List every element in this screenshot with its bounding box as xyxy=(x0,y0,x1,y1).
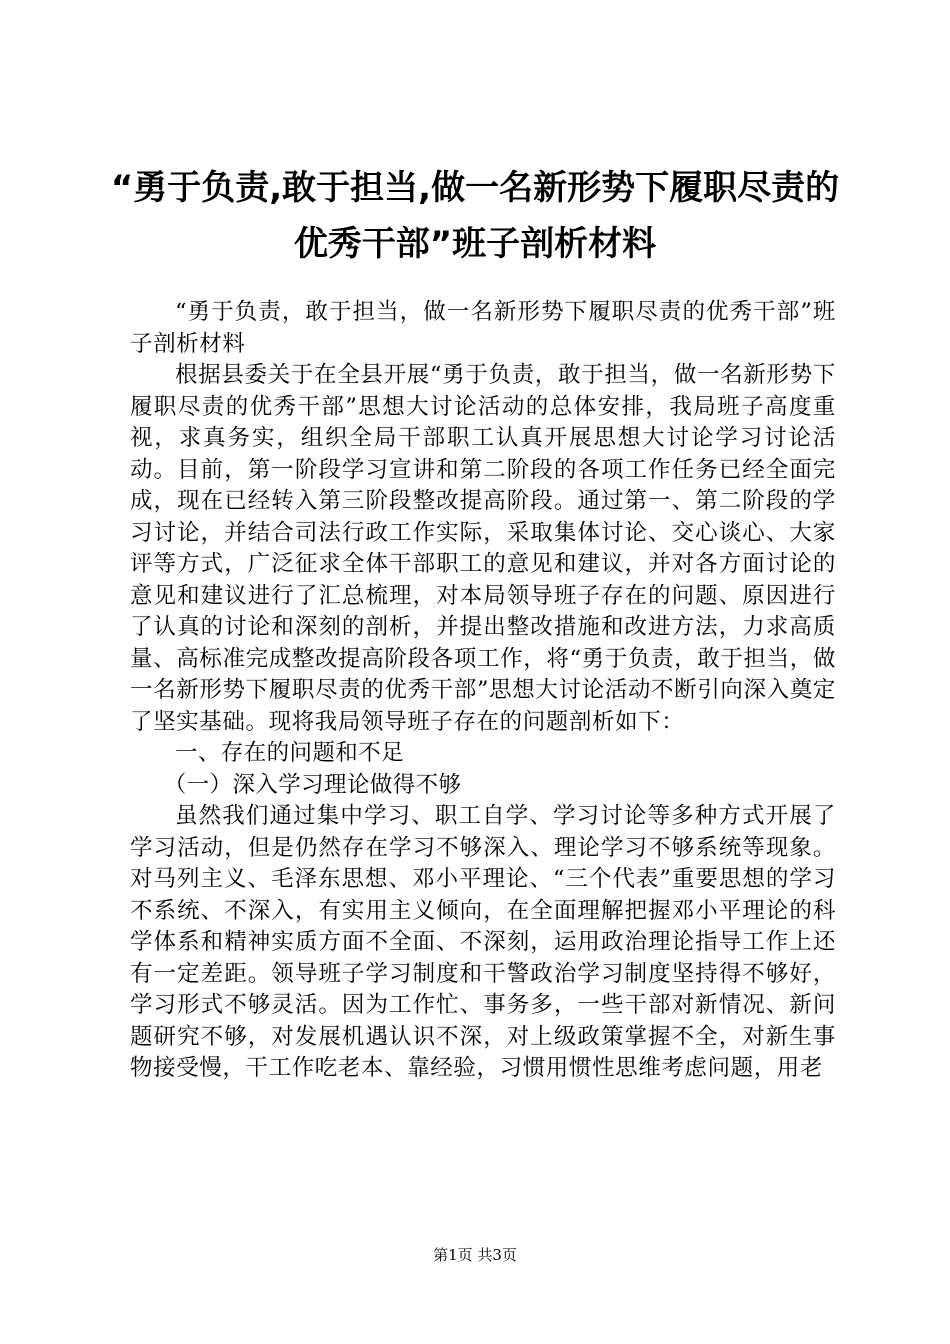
page-footer: 第1页 共3页 xyxy=(433,1246,517,1264)
document-title: “勇于负责,敢于担当,做一名新形势下履职尽责的优秀干部”班子剖析材料 xyxy=(110,168,840,264)
subsection-heading: （一）深入学习理论做得不够 xyxy=(163,771,462,798)
body-paragraph-subtitle: “勇于负责，敢于担当，做一名新形势下履职尽责的优秀干部”班子剖析材料 xyxy=(130,299,836,357)
body-paragraph-intro: 根据县委关于在全县开展“勇于负责，敢于担当，做一名新形势下履职尽责的优秀干部”思想大讨论活动的总体安排，我局班子高度重视，求真务实，组织全局干部职工认真开展思想大讨论学习讨论活动。目前，第一阶段学习宣讲和第二阶段的各项工作任务已经全面完成，现在已经转入第三阶段整改提高阶段。通过第一、第二阶段的学习讨论，并结合司法行政工作实际，采取集体讨论、交心谈心、大家评等方式，广泛征求全体干部职工的意见和建议，并对各方面讨论的意见和建议进行了汇总梳理，对本局领导班子存在的问题、原因进行了认真的讨论和深刻的剖析，并提出整改措施和改进方法，力求高质量、高标准完成整改提高阶段各项工作，将“勇于负责，敢于担当，做一名新形势下履职尽责的优秀干部”思想大讨论活动不断引向深入奠定了坚实基础。现将我局领导班子存在的问题剖析如下： xyxy=(130,362,836,735)
body-paragraph-study: 虽然我们通过集中学习、职工自学、学习讨论等多种方式开展了学习活动，但是仍然存在学习不够深入、理论学习不够系统等现象。对马列主义、毛泽东思想、邓小平理论、“三个代表”重要思想的学习不系统、不深入，有实用主义倾向，在全面理解把握邓小平理论的科学体系和精神实质方面不全面、不深刻，运用政治理论指导工作上还有一定差距。领导班子学习制度和干警政治学习制度坚持得不够好，学习形式不够灵活。因为工作忙、事务多，一些干部对新情况、新问题研究不够，对发展机遇认识不深，对上级政策掌握不全，对新生事物接受慢，干工作吃老本、靠经验，习惯用惯性思维考虑问题，用老 xyxy=(130,803,836,1081)
section-heading: 一、存在的问题和不足 xyxy=(175,740,405,766)
document-body xyxy=(130,297,836,1085)
